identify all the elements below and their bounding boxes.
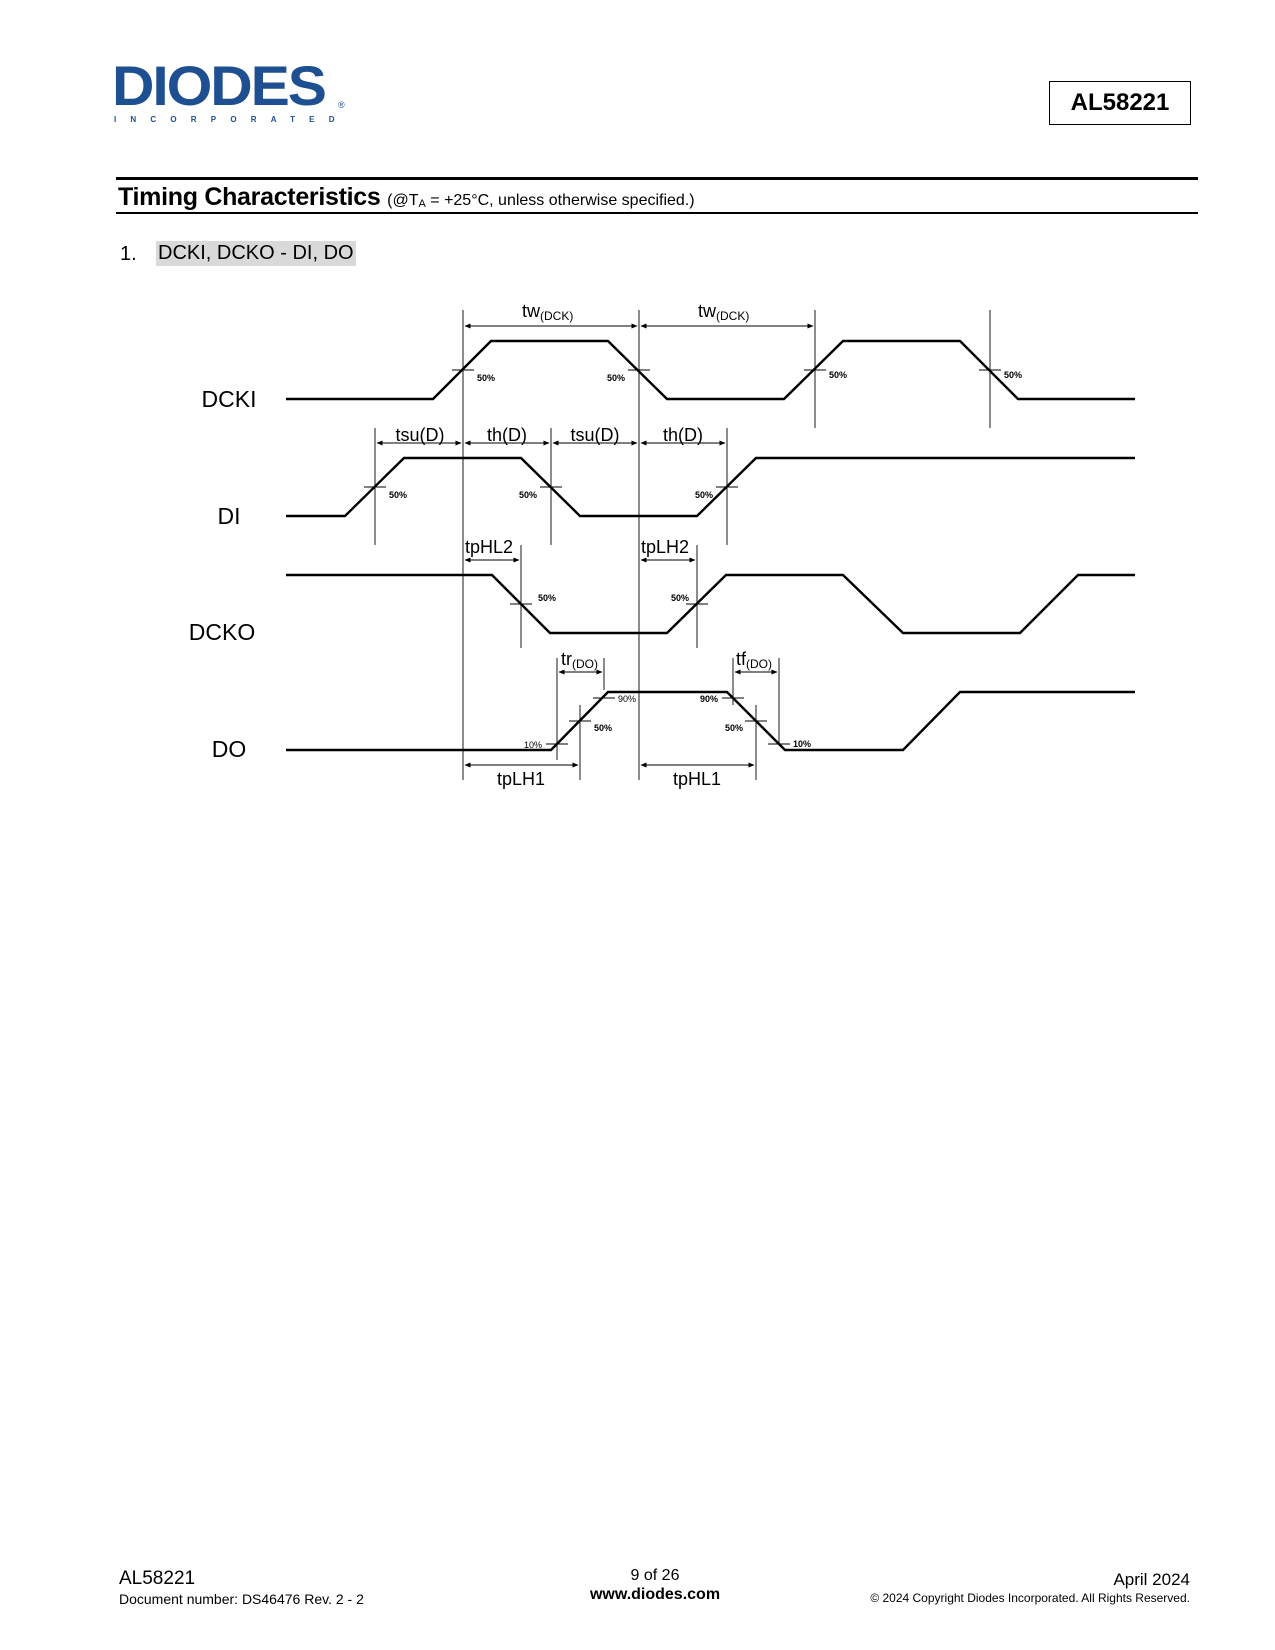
label-tf [736,649,772,671]
label-tplh1: tpLH1 [496,769,546,789]
label-tr [561,649,598,671]
pct-label: 50% [1004,370,1023,380]
signal-label-do: DO [211,736,247,762]
label-tphl1: tpHL1 [672,769,722,789]
label-tsu-2: tsu(D) [570,425,620,445]
footer-page-number: 9 of 26 [630,1567,680,1584]
company-logo-subtitle: INCORPORATED [114,115,349,124]
cond-sub: A [418,198,426,210]
pct-label: 50% [477,373,496,383]
footer-copyright: © 2024 Copyright Diodes Incorporated. All Rights Reserved. [870,1591,1190,1605]
pct-label: 50% [607,373,626,383]
tr-sub: (DO) [572,657,598,671]
tw1-sub: (DCK) [540,309,574,323]
section-title-text: Timing Characteristics [118,183,381,211]
tf-main: tf [736,649,747,669]
cond-pre: (@T [387,192,419,209]
company-logo: DIODES [112,54,325,117]
pct-label: 50% [389,490,408,500]
label-tplh2: tpLH2 [641,537,690,557]
pct-label: 50% [829,370,848,380]
item-label: DCKI, DCKO - DI, DO [158,242,354,264]
signal-label-di: DI [217,503,241,529]
tr-main: tr [561,649,572,669]
label-tw-1 [522,301,573,323]
label-tsu-1: tsu(D) [395,425,445,445]
pct-label: 90% [618,694,637,704]
label-th-1: th(D) [487,425,527,445]
pct-label: 50% [519,490,538,500]
cond-post: = +25°C, unless otherwise specified.) [425,192,695,209]
signal-label-dcki: DCKI [201,386,257,412]
footer-website-link[interactable]: www.diodes.com [589,1586,721,1603]
label-tw-2 [698,301,749,323]
registered-mark: ® [338,100,345,110]
pct-label: 50% [538,593,557,603]
tw1-main: tw [522,301,540,321]
footer-part-number: AL58221 [119,1568,196,1589]
footer-document-number: Document number: DS46476 Rev. 2 - 2 [119,1591,364,1607]
pct-label: 50% [671,593,690,603]
signal-label-dcko: DCKO [188,619,256,645]
pct-label: 50% [594,723,613,733]
pct-label: 10% [524,740,543,750]
di-waveform [286,458,1135,516]
pct-label: 90% [700,694,719,704]
tw2-main: tw [698,301,716,321]
pct-label: 50% [725,723,744,733]
part-number: AL58221 [1070,89,1170,116]
timing-diagram [0,0,1275,820]
pct-label: 10% [793,739,812,749]
tf-sub: (DO) [746,657,773,671]
dcko-waveform [286,575,1135,633]
pct-label: 50% [695,490,714,500]
label-th-2: th(D) [663,425,703,445]
footer-date: April 2024 [1113,1570,1190,1589]
item-number: 1. [120,243,137,265]
tw2-sub: (DCK) [716,309,750,323]
label-tphl2: tpHL2 [465,537,514,557]
